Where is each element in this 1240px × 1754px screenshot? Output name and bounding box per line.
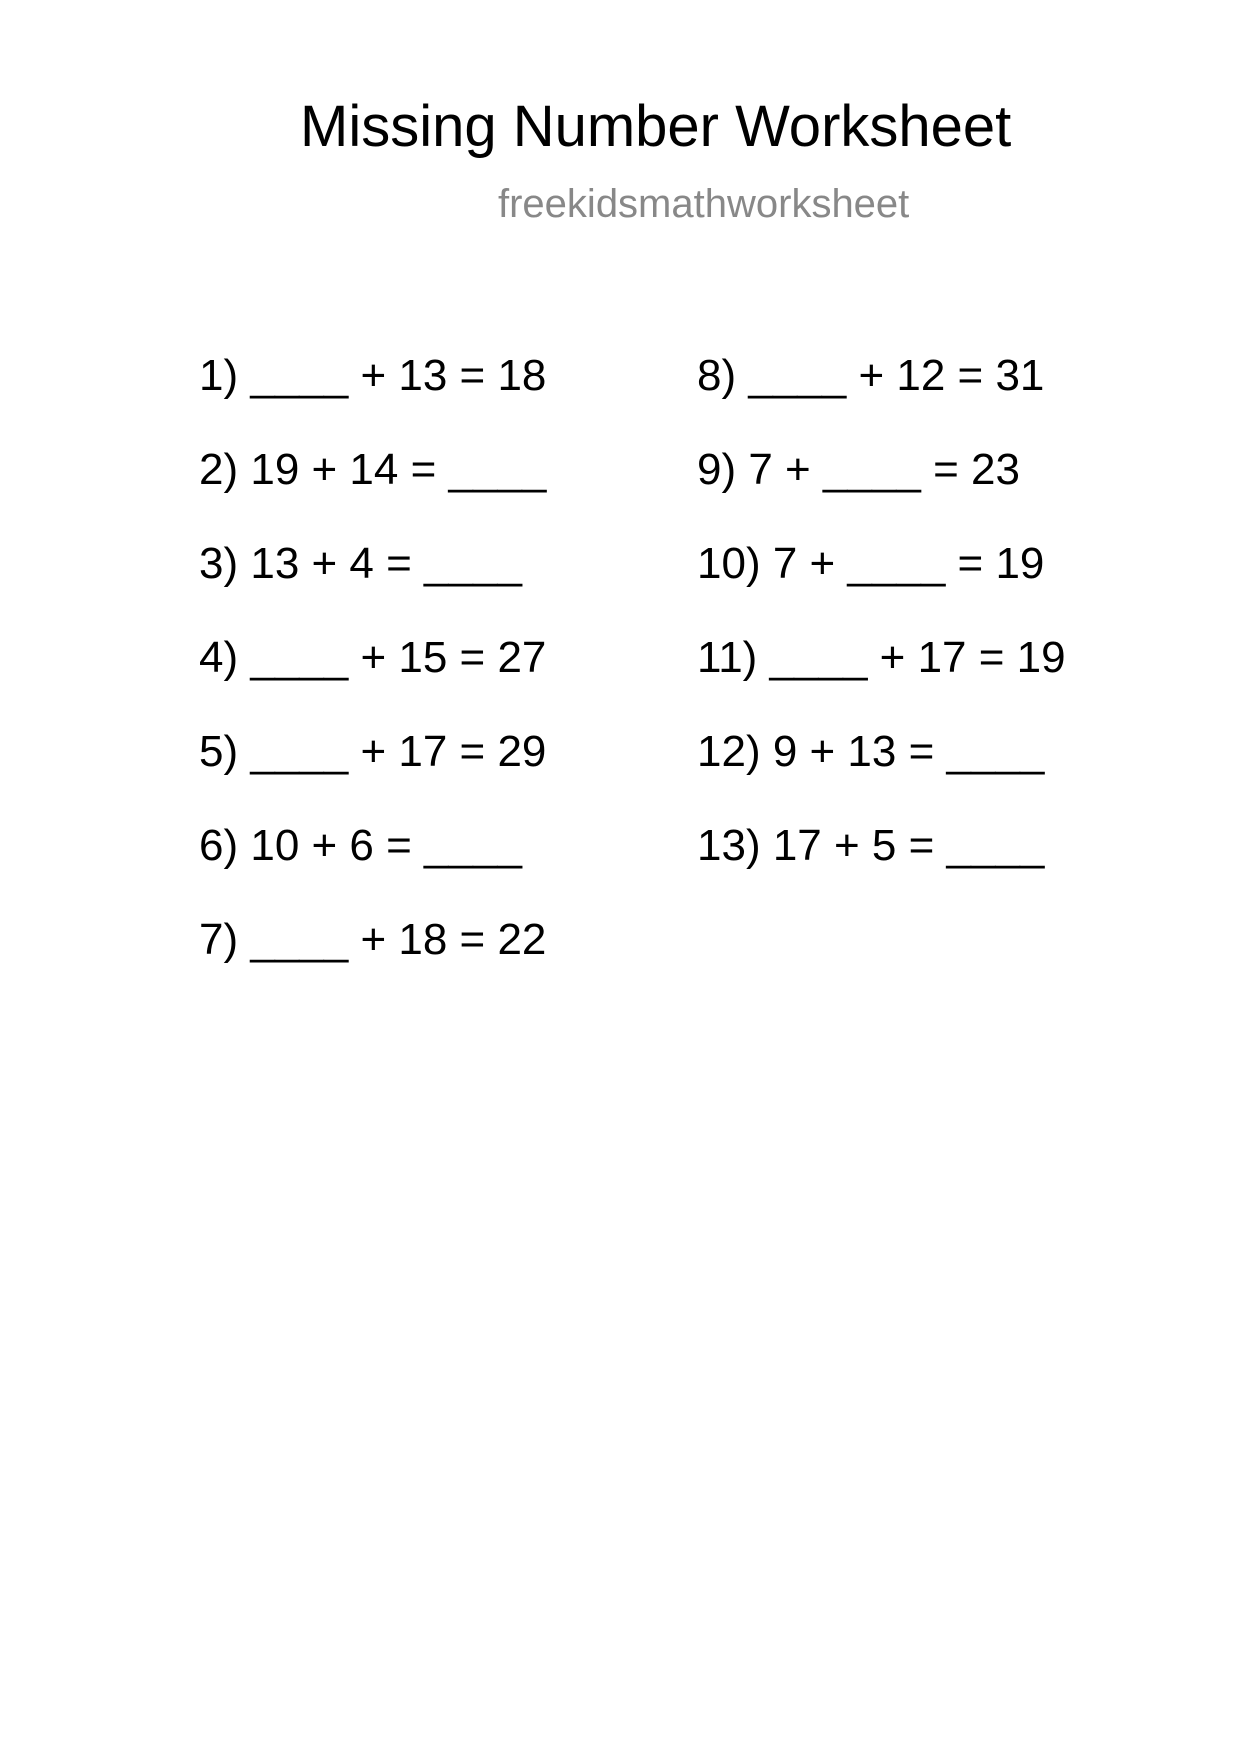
problem-6: 6) 10 + 6 = ____ bbox=[199, 821, 522, 870]
problem-10: 10) 7 + ____ = 19 bbox=[697, 539, 1045, 588]
worksheet-subtitle: freekidsmathworksheet bbox=[498, 182, 910, 226]
problem-12: 12) 9 + 13 = ____ bbox=[697, 727, 1045, 776]
problem-7: 7) ____ + 18 = 22 bbox=[199, 915, 547, 964]
problem-3: 3) 13 + 4 = ____ bbox=[199, 539, 522, 588]
problem-5: 5) ____ + 17 = 29 bbox=[199, 727, 547, 776]
problem-13: 13) 17 + 5 = ____ bbox=[697, 821, 1045, 870]
problem-1: 1) ____ + 13 = 18 bbox=[199, 351, 547, 400]
problem-9: 9) 7 + ____ = 23 bbox=[697, 445, 1020, 494]
problem-11: 11) ____ + 17 = 19 bbox=[697, 633, 1066, 682]
problem-4: 4) ____ + 15 = 27 bbox=[199, 633, 547, 682]
worksheet-title: Missing Number Worksheet bbox=[300, 94, 1012, 159]
problem-8: 8) ____ + 12 = 31 bbox=[697, 351, 1045, 400]
problem-2: 2) 19 + 14 = ____ bbox=[199, 445, 547, 494]
